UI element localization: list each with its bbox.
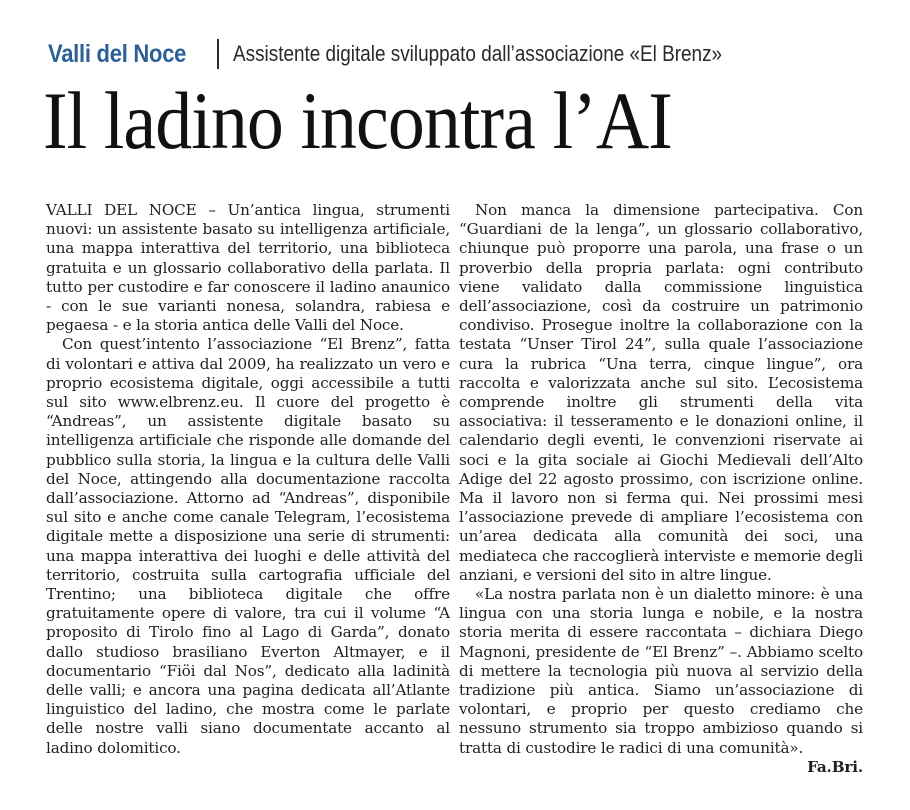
- author-signature: Fa.Bri.: [807, 757, 863, 776]
- headline: Il ladino incontra l’AI: [43, 75, 672, 166]
- kicker-divider: [217, 39, 219, 69]
- article-column-right: [459, 201, 863, 777]
- section-label: Valli del Noce: [48, 39, 187, 68]
- kicker: [48, 39, 802, 69]
- article-paragraph: VALLI DEL NOCE – Un’antica lingua, strumenti nuovi: un assistente basato su intelligenza artificiale, una mappa interattiva del territorio, una biblioteca gratuita e un glossario collaborativo della parlata. Il tutto per custodire e far conoscere il ladino anaunico - con le sue varianti nonesa, solandra, rabiesa e pegaesa - e la storia antica delle Valli del Noce.: [46, 201, 450, 335]
- kicker-subtitle: Assistente digitale sviluppato dall’associazione «El Brenz»: [233, 41, 723, 66]
- article-column-left: [46, 201, 450, 758]
- article-paragraph-quote: [459, 585, 863, 776]
- article-paragraph: Con quest’intento l’associazione “El Brenz”, fatta di volontari e attiva dal 2009, ha realizzato un vero e proprio ecosistema digitale, oggi accessibile a tutti sul sito www.elbrenz.eu. Il cuore del progetto è “Andreas”, un assistente digitale basato su intelligenza artificiale che risponde alle domande del pubblico sulla storia, la lingua e la cultura delle Valli del Noce, attingendo alla documentazione raccolta dall’associazione. Attorno ad “Andreas”, disponibile sul sito e anche come canale Telegram, l’ecosistema digitale mette a disposizione una serie di strumenti: una mappa interattiva dei luoghi e delle attività del territorio, costruita sulla cartografia ufficiale del Trentino; una biblioteca digitale che offre gratuitamente opere di valore, tra cui il volume “A proposito di Tirolo fino al Lago di Garda”, donato dallo studioso brasiliano Everton Altmayer, e il documentario “Fiöi dal Nos”, dedicato alla ladinità delle valli; e ancora una pagina dedicata all’Atlante linguistico del ladino, che mostra come le parlate delle nostre valli siano documentate accanto al ladino dolomitico.: [46, 335, 450, 757]
- article-paragraph: Non manca la dimensione partecipativa. Con “Guardiani de la lenga”, un glossario collaborativo, chiunque può proporre una parola, una frase o un proverbio della propria parlata: ogni contributo viene validato dalla commissione linguistica dell’associazione, così da costruire un patrimonio condiviso. Prosegue inoltre la collaborazione con la testata “Unser Tirol 24”, sulla quale l’associazione cura la rubrica “Una terra, cinque lingue”, ora raccolta e valorizzata anche sul sito. L’ecosistema comprende inoltre gli strumenti della vita associativa: il tesseramento e le donazioni online, il calendario degli eventi, le convenzioni riservate ai soci e la gita sociale ai Giochi Medievali dell’Alto Adige del 22 agosto prossimo, con iscrizione online. Ma il lavoro non si ferma qui. Nei prossimi mesi l’associazione prevede di ampliare l’ecosistema con un’area dedicata alla comunità dei soci, una mediateca che raccoglierà interviste e memorie degli anziani, e versioni del sito in altre lingue.: [459, 201, 863, 584]
- quote-text: «La nostra parlata non è un dialetto minore: è una lingua con una storia lunga e nobile, e la nostra storia merita di essere raccontata – dichiara Diego Magnoni, presidente de “El Brenz” –. Abbiamo scelto di mettere la tecnologia più nuova al servizio della tradizione più antica. Siamo un’associazione di volontari, e proprio per questo crediamo che nessuno strumento sia troppo ambizioso quando si tratta di custodire le radici di una comunità».: [459, 585, 863, 757]
